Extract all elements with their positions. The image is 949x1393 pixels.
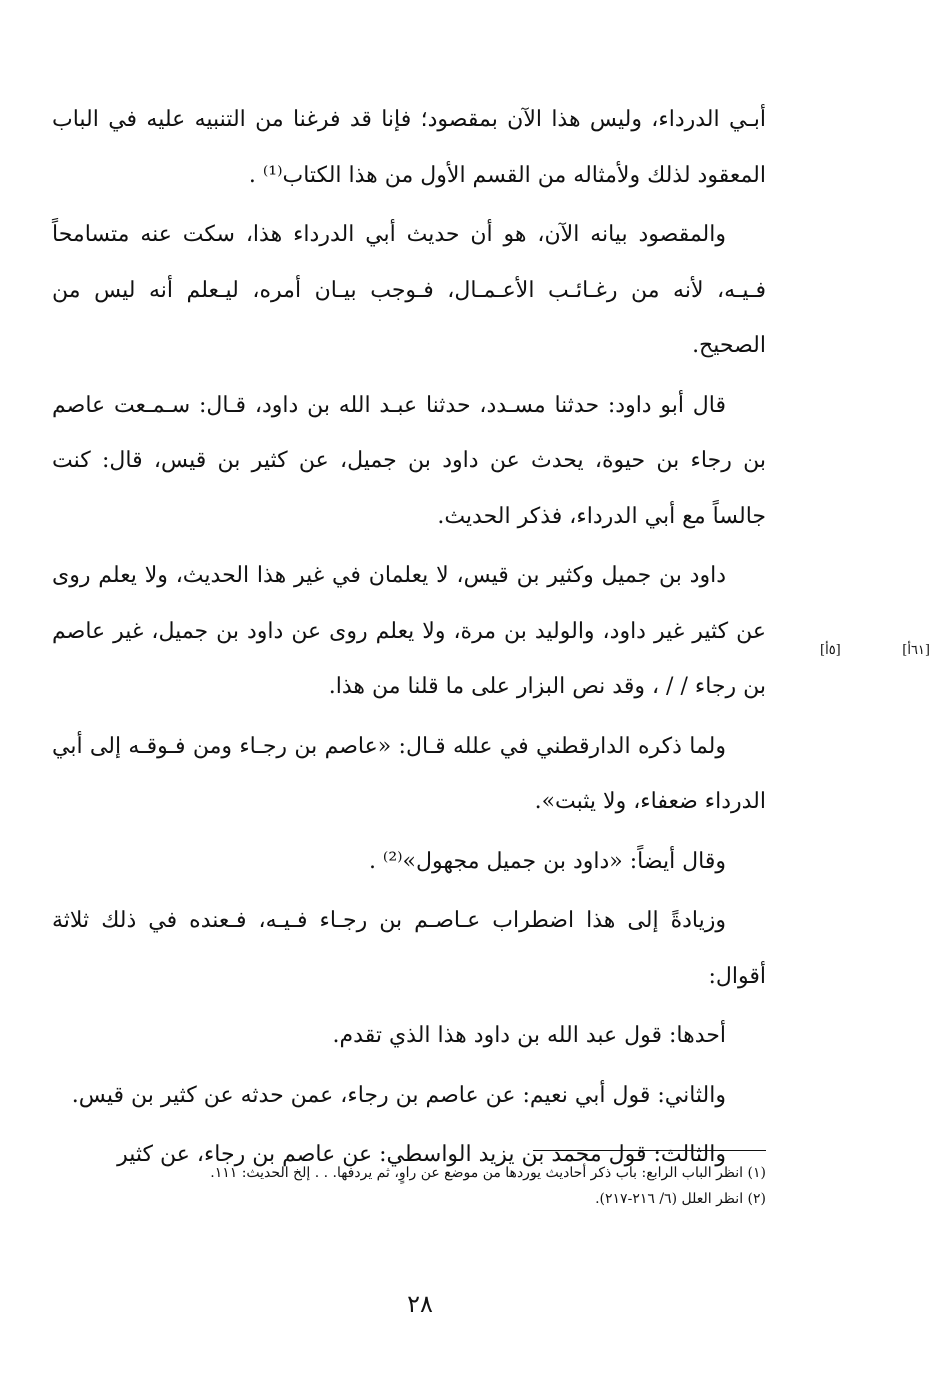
folio-mark-secondary: [٥أ] [820,642,841,658]
paragraph: وقال أيضاً: «داود بن جميل مجهول»⁽²⁾ . [368,848,726,874]
page-number: ٢٨ [407,1290,433,1318]
footnotes [110,1160,766,1212]
main-text [52,92,766,1187]
paragraph: أحدها: قول عبد الله بن داود هذا الذي تقدم. [332,1023,726,1048]
paragraph: داود بن جميل وكثير بن قيس، لا يعلمان في غير هذا الحديث، ولا يعلم روى عن كثير غير داود، والوليد بن مرة، ولا يعلم روى عن داود بن جميل، غير عاصم بن رجاء / / ، وقد نص البزار على ما قلنا من هذا. [52,563,767,699]
paragraph: ولما ذكره الدارقطني في علله قـال: «عاصم بن رجـاء ومن فـوقـه إلى أبي الدرداء ضعفاء، ولا يثبت». [52,733,766,814]
paragraph: والثاني: قول أبي نعيم: عن عاصم بن رجاء، عمن حدثه عن كثير بن قيس. [71,1082,726,1108]
paragraph: والمقصود بيانه الآن، هو أن حديث أبي الدرداء هذا، سكت عنه متسامحاً فـيـه، لأنه من رغـائـب الأعـمـال، فـوجب بيـان أمره، ليـعلم أنه ليس من الصحيح. [52,222,766,358]
manuscript-folio-marks [820,640,930,660]
paragraph: والثالث: قول محمد بن يزيد الواسطي: عن عاصم بن رجاء، عن كثير [117,1142,726,1167]
paragraph: قال أبو داود: حدثنا مسـدد، حدثنا عبـد الله بن داود، قـال: سـمـعت عاصم بن رجاء بن حيوة، يحدث عن داود بن جميل، عن كثير بن قيس، قال: كنت جالساً مع أبي الدرداء، فذكر الحديث. [52,392,766,529]
paragraph: أبـي الدرداء، وليس هذا الآن بمقصود؛ فإنا قد فرغنا من التنبيه عليه في الباب المعقود لذلك ولأمثاله من القسم الأول من هذا الكتاب⁽¹⁾ . [52,107,766,188]
folio-mark-primary: [٦١أ] [902,642,930,658]
paragraph: وزيادةً إلى هذا اضطراب عـاصـم بن رجـاء فـيـه، فـعنده في ذلك ثلاثة أقوال: [52,908,766,989]
footnote-separator [533,1150,766,1151]
footnote: (٢) انظر العلل (٦/ ٢١٦-٢١٧). [595,1191,766,1207]
footnote: (١) انظر الباب الرابع: باب ذكر أحاديث يوردها من موضع عن راوٍ، ثم يردفها. . . إلخ الحديث: ١١١. [210,1165,766,1181]
